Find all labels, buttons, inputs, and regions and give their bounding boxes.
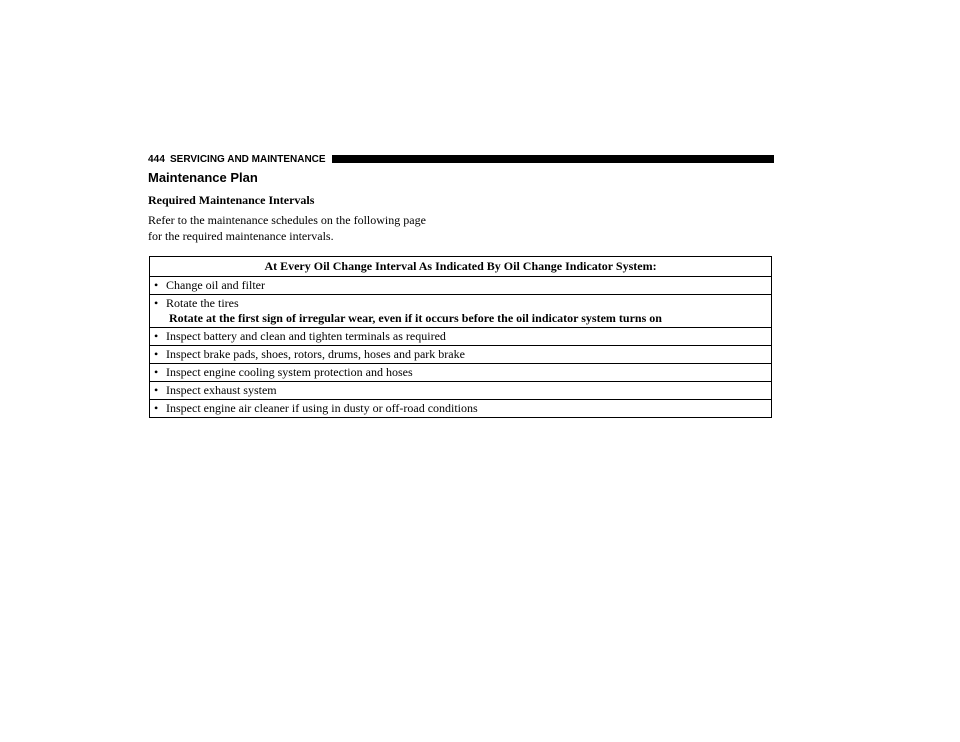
table-row — [150, 364, 772, 382]
bullet-icon: • — [154, 365, 159, 379]
intro-paragraph — [148, 212, 488, 244]
table-cell — [150, 364, 772, 382]
table-cell — [150, 382, 772, 400]
maintenance-table — [149, 256, 772, 418]
subsection-heading: Required Maintenance Intervals — [148, 193, 315, 207]
table-cell — [150, 346, 772, 364]
table-row — [150, 382, 772, 400]
bullet-icon: • — [154, 329, 159, 343]
table-cell — [150, 400, 772, 418]
intro-line: Refer to the maintenance schedules on the following page — [148, 213, 426, 227]
row-text: Change oil and filter — [166, 278, 265, 292]
table-row — [150, 295, 772, 328]
table-row — [150, 400, 772, 418]
table-header-row — [150, 257, 772, 277]
bullet-icon: • — [154, 347, 159, 361]
row-note: Rotate at the first sign of irregular wear, even if it occurs before the oil indicator system turns on — [169, 311, 662, 325]
bullet-icon: • — [154, 401, 159, 415]
row-text: Rotate the tires — [166, 296, 239, 310]
bullet-icon: • — [154, 383, 159, 397]
section-title: SERVICING AND MAINTENANCE — [170, 153, 326, 165]
page-number: 444 — [148, 153, 165, 165]
bullet-icon: • — [154, 296, 159, 310]
table-cell — [150, 328, 772, 346]
table-cell — [150, 295, 772, 328]
header-rule — [332, 155, 774, 163]
row-text: Inspect brake pads, shoes, rotors, drums, hoses and park brake — [166, 347, 465, 361]
table-row — [150, 328, 772, 346]
table-cell — [150, 277, 772, 295]
row-text: Inspect exhaust system — [166, 383, 277, 397]
row-text: Inspect battery and clean and tighten terminals as required — [166, 329, 446, 343]
table-row — [150, 346, 772, 364]
page-header — [148, 153, 774, 165]
table-header-cell: At Every Oil Change Interval As Indicated By Oil Change Indicator System: — [150, 257, 772, 277]
intro-line: for the required maintenance intervals. — [148, 229, 334, 243]
table-row — [150, 277, 772, 295]
bullet-icon: • — [154, 278, 159, 292]
section-heading: Maintenance Plan — [148, 170, 258, 185]
row-text: Inspect engine cooling system protection and hoses — [166, 365, 413, 379]
row-text: Inspect engine air cleaner if using in dusty or off-road conditions — [166, 401, 478, 415]
